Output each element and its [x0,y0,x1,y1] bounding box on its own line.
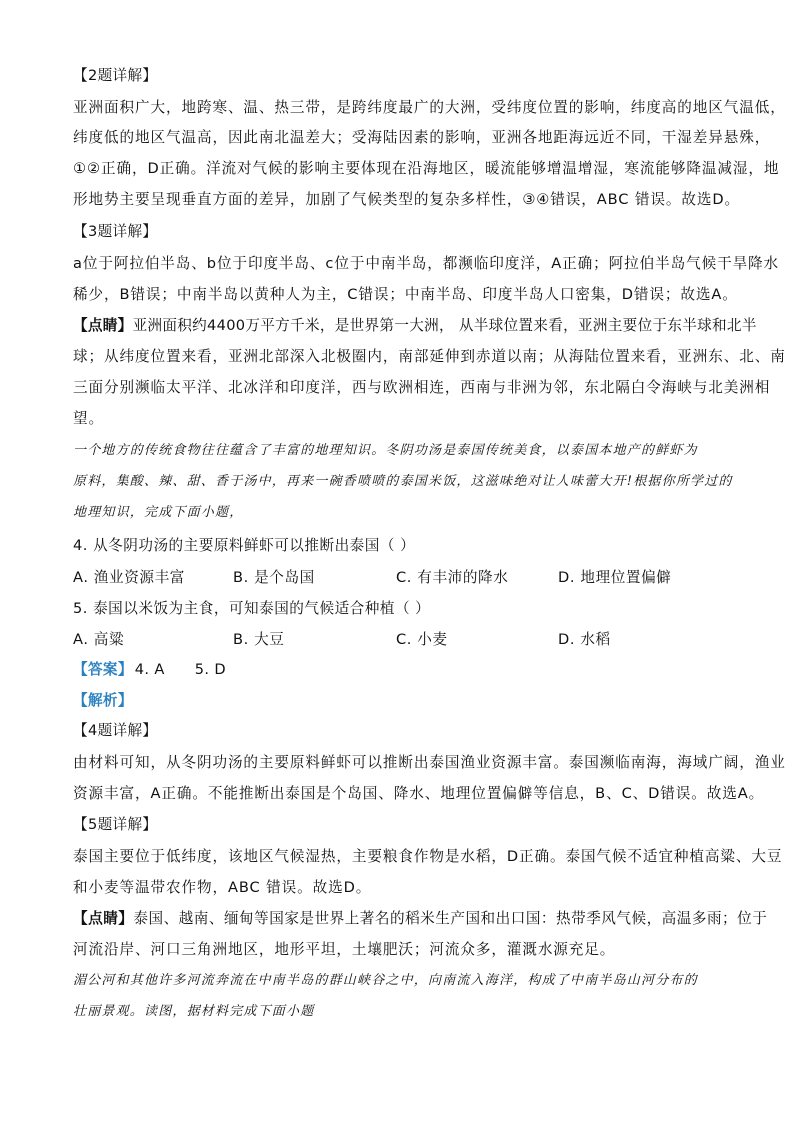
q4-line-2: 资源丰富，A正确。不能推断出泰国是个岛国、降水、地理位置偏僻等信息，B、C、D错误。故选A。 [73,785,765,802]
q4-heading: 【4题详解】 [73,722,158,739]
q3-line-1: a位于阿拉伯半岛、b位于印度半岛、c位于中南半岛，都濒临印度洋，A正确；阿拉伯半岛气候干旱降水 [73,255,780,272]
question4-option-a: A. 渔业资源丰富 [73,569,185,586]
question4-stem: 4. 从冬阴功汤的主要原料鲜虾可以推断出泰国（ ） [73,537,416,554]
q2-heading: 【2题详解】 [73,67,158,84]
q5-line-1: 泰国主要位于低纬度，该地区气候湿热，主要粮食作物是水稻，D正确。泰国气候不适宜种植高粱、大豆 [73,848,783,865]
tip1-line-2: 球；从纬度位置来看，亚洲北部深入北极圈内，南部延伸到赤道以南；从海陆位置来看，亚洲东、北、南 [73,348,786,365]
q2-line-3: ①②正确，D正确。洋流对气候的影响主要体现在沿海地区，暖流能够增温增湿，寒流能够降温减湿，地 [73,160,780,177]
tip2-line-2: 河流沿岸、河口三角洲地区，地形平坦，土壤肥沃；河流众多，灌溉水源充足。 [73,941,616,958]
material1-line-3: 地理知识，完成下面小题， [73,505,244,520]
tip1-line-4: 望。 [73,410,104,427]
tip1-text-1: 亚洲面积约4400万平方千米，是世界第一大洲， 从半球位置来看，亚洲主要位于东半球和北半 [132,317,757,334]
answer-4: 4. A [134,661,165,678]
question5-stem: 5. 泰国以米饭为主食，可知泰国的气候适合种植（ ） [73,600,431,617]
question5-option-b: B. 大豆 [233,631,285,648]
question4-option-b: B. 是个岛国 [233,569,315,586]
q5-line-2: 和小麦等温带农作物，ABC 错误。故选D。 [73,879,372,896]
tip2-tag: 【点睛】 [73,910,134,927]
tip2-text-1: 泰国、越南、缅甸等国家是世界上著名的稻米生产国和出口国：热带季风气候，高温多雨；位于 [133,910,768,927]
question4-option-c: C. 有丰沛的降水 [396,569,509,586]
analysis-tag: 【解析】 [73,692,133,709]
material2-line-1: 湄公河和其他许多河流奔流在中南半岛的群山峡谷之中，向南流入海洋，构成了中南半岛山河分布的 [73,973,698,988]
q4-line-1: 由材料可知，从冬阴功汤的主要原料鲜虾可以推断出泰国渔业资源丰富。泰国濒临南海，海域广阔，渔业 [73,754,786,771]
q2-line-1: 亚洲面积广大，地跨寒、温、热三带，是跨纬度最广的大洲，受纬度位置的影响，纬度高的地区气温低， [73,99,786,116]
q2-line-4: 形地势主要呈现垂直方面的差异，加剧了气候类型的复杂多样性，③④错误，ABC 错误。故选D。 [73,191,741,208]
answer-line [73,659,226,680]
question5-option-d: D. 水稻 [558,631,611,648]
q5-heading: 【5题详解】 [73,816,158,833]
question5-option-c: C. 小麦 [396,631,448,648]
q3-heading: 【3题详解】 [73,223,158,240]
answer-5: 5. D [194,661,226,678]
material2-line-2: 壮丽景观。读图，据材料完成下面小题 [73,1004,315,1019]
material1-line-1: 一个地方的传统食物往往蕴含了丰富的地理知识。冬阴功汤是泰国传统美食，以泰国本地产的鲜虾为 [73,443,698,458]
tip1-tag: 【点睛】 [73,317,133,334]
tip1-line-3: 三面分别濒临太平洋、北冰洋和印度洋，西与欧洲相连，西南与非洲为邻，东北隔白令海峡与北美洲相 [73,379,771,396]
tip2-line-1 [73,909,767,929]
q2-line-2: 纬度低的地区气温高，因此南北温差大；受海陆因素的影响，亚洲各地距海远近不同，干湿差异悬殊， [73,129,771,146]
tip1-line-1 [73,316,757,336]
question5-option-a: A. 高粱 [73,631,125,648]
q3-line-2: 稀少，B错误；中南半岛以黄种人为主，C错误；中南半岛、印度半岛人口密集，D错误；故选A。 [73,286,738,303]
material1-line-2: 原料，集酸、辣、甜、香于汤中，再来一碗香喷喷的泰国米饭，这滋味绝对让人味蕾大开!根据你所学过的 [73,474,733,489]
answer-tag: 【答案】 [73,661,133,678]
question4-option-d: D. 地理位置偏僻 [558,569,672,586]
analysis-line [73,690,133,711]
